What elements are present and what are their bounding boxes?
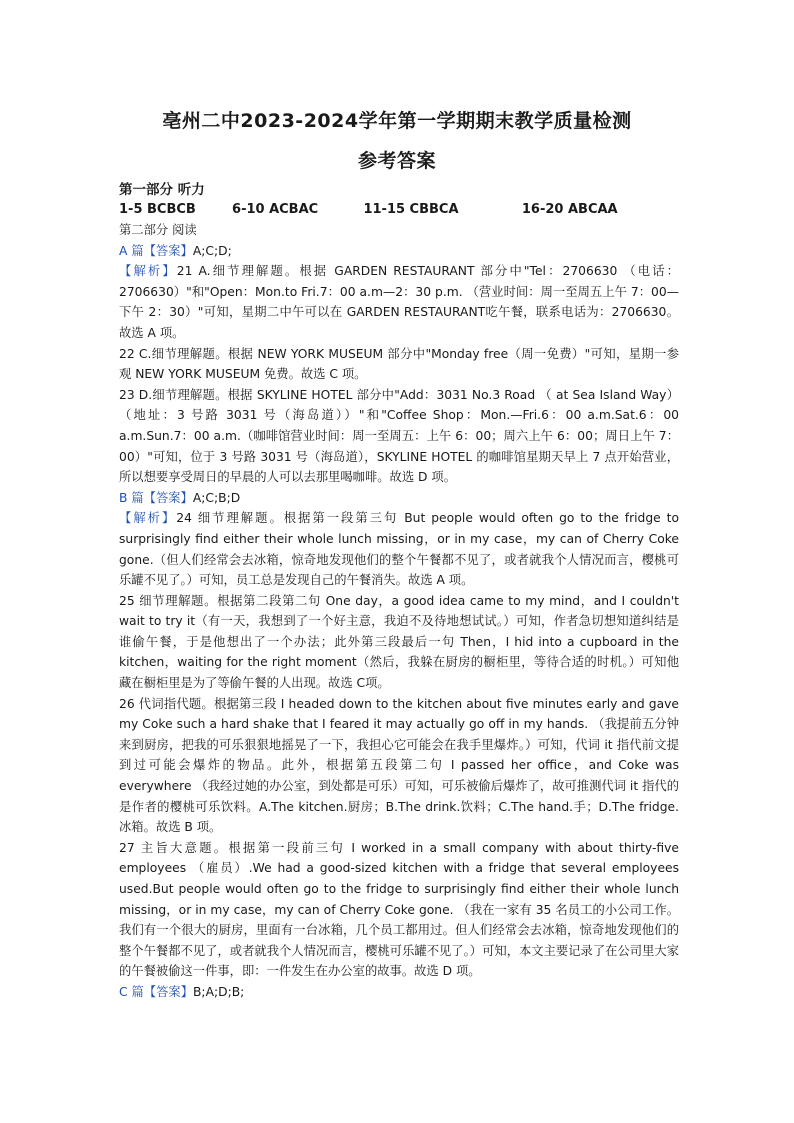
passage-a-answer: [119, 241, 679, 262]
passage-a-q21: [119, 261, 679, 343]
passage-c-answer-value: B;A;D;B;: [193, 984, 245, 999]
answer-tag: 【答案】: [143, 490, 193, 505]
analysis-tag: 【解析】: [119, 511, 177, 526]
passage-b-q25: 25 细节理解题。根据第二段第二句 One day，a good idea came to my mind，and I couldn't wait to try it（有一天，我想到了一个好主意，我迫不及待地想试试。）可知，作者急切想知道纠结是谁偷午餐，于是他想出了一个办法；此外第三段最后一句 Then，I hid into a cupboard in the kitchen，waiting for the right moment（然后，我躲在厨房的橱柜里，等待合适的时机。）可知他藏在橱柜里是为了等偷午餐的人出现。故选 C项。: [119, 593, 679, 691]
q21-text: 21 A.细节理解题。根据 GARDEN RESTAURANT 部分中"Tel：2706630 （电话：2706630）"和"Open：Mon.to Fri.7：00 a.m—2：30 p.m. （营业时间：周一至周五上午 7：00—下午 2：30）"可知，星期二中午可以在 GARDEN RESTAURANT吃午餐，联系电话为：2706630。故选 A 项。: [119, 264, 679, 340]
passage-c-label: C 篇: [119, 984, 144, 999]
passage-c-answer: [119, 982, 679, 1003]
q24-text: 24 细节理解题。根据第一段第三句 But people would often go to the fridge to surprisingly find either their whole lunch missing，or in my case，my can of Cherry Coke gone.（但人们经常会去冰箱，惊奇地发现他们的整个午餐都不见了，或者就我个人情况而言，樱桃可乐罐不见了。）可知，员工总是发现自己的午餐消失。故选 A 项。: [119, 511, 679, 588]
part2-heading: 第二部分 阅读: [119, 223, 197, 237]
passage-b-q26: 26 代词指代题。根据第三段 I headed down to the kitchen about five minutes early and gave my Coke such a hard shake that I feared it may actually go off in my hands. （我提前五分钟来到厨房，把我的可乐狠狠地摇晃了一下，我担心它可能会在我手里爆炸。）可知，代词 it 指代前文提到过可能会爆炸的物品。此外，根据第五段第二句 I passed her office，and Coke was everywhere （我经过她的办公室，到处都是可乐）可知，可乐被偷后爆炸了，故可推测代词 it 指代的是作者的樱桃可乐饮料。A.The kitchen.厨房；B.The drink.饮料；C.The hand.手；D.The fridge.冰箱。故选 B 项。: [119, 696, 679, 835]
passage-b-label: B 篇: [119, 490, 144, 505]
answer-tag: 【答案】: [143, 984, 193, 999]
passage-b-answer: [119, 488, 679, 509]
listening-answers: 1-5 BCBCB 6-10 ACBAC 11-15 CBBCA 16-20 ABCAA: [119, 202, 618, 217]
passage-a-q23: 23 D.细节理解题。根据 SKYLINE HOTEL 部分中"Add：3031 No.3 Road （ at Sea Island Way）（地址：3 号路 3031 号（海岛道））"和"Coffee Shop：Mon.—Fri.6：00 a.m.Sat.6：00 a.m.Sun.7：00 a.m.（咖啡馆营业时间：周一至周五：上午 6：00；周六上午 6：00；周日上午 7：00）"可知，位于 3 号路 3031 号（海岛道），SKYLINE HOTEL 的咖啡馆星期天早上 7 点开始营业，所以想要享受周日的早晨的人可以去那里喝咖啡。故选 D 项。: [119, 387, 679, 485]
passage-a-answer-value: A;C;D;: [192, 243, 232, 258]
document-body: [119, 180, 679, 1003]
document-subtitle: 参考答案: [357, 150, 436, 172]
answer-tag: 【答案】: [143, 243, 193, 258]
passage-b-q24: [119, 508, 679, 590]
analysis-tag: 【解析】: [119, 264, 177, 279]
part1-heading: 第一部分 听力: [119, 182, 205, 198]
passage-a-q22: 22 C.细节理解题。根据 NEW YORK MUSEUM 部分中"Monday free（周一免费）"可知，星期一参观 NEW YORK MUSEUM 免费。故选 C 项。: [119, 346, 679, 382]
passage-b-answer-value: A;C;B;D: [192, 490, 241, 505]
passage-a-label: A 篇: [119, 243, 144, 258]
document-title: 亳州二中2023-2024学年第一学期期末教学质量检测: [162, 110, 632, 132]
passage-b-q27: 27 主旨大意题。根据第一段前三句 I worked in a small company with about thirty-five employees （雇员）.We had a good-sized kitchen with a fridge that several employees used.But people would often go to the fridge to surprisingly find either their whole lunch missing，or in my case，my can of Cherry Coke gone. （我在一家有 35 名员工的小公司工作。我们有一个很大的厨房，里面有一台冰箱，几个员工都用过。但人们经常会去冰箱，惊奇地发现他们的整个午餐都不见了，或者就我个人情况而言，樱桃可乐罐不见了。）可知，本文主要记录了在公司里大家的午餐被偷这一件事，即：一件发生在办公室的故事。故选 D 项。: [119, 840, 679, 979]
